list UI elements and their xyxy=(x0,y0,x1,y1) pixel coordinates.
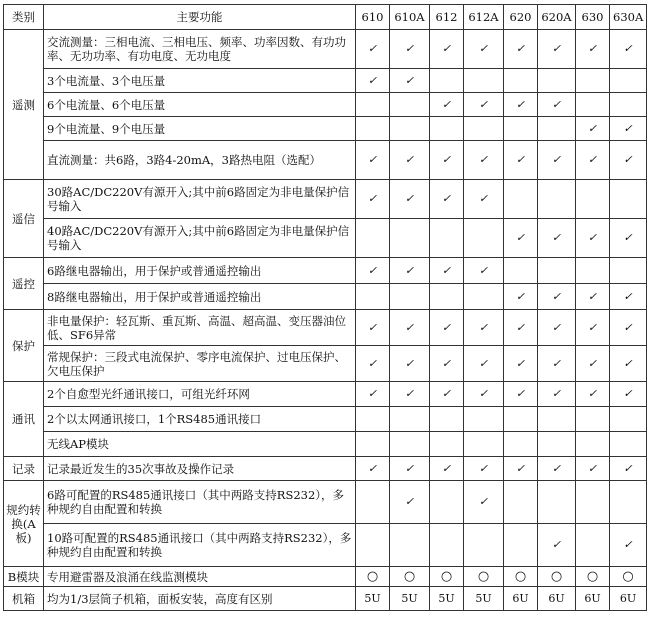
empty-cell xyxy=(538,407,576,432)
check-mark-icon: ✓ xyxy=(610,310,647,346)
empty-cell xyxy=(356,407,390,432)
function-cell: 直流测量：共6路，3路4-20mA，3路热电阻（选配） xyxy=(44,141,356,180)
check-mark-icon: ✓ xyxy=(356,457,390,481)
empty-cell xyxy=(504,69,538,93)
header-model: 612 xyxy=(430,5,464,30)
check-mark-icon: ✓ xyxy=(610,382,647,407)
function-cell: 6个电流量、6个电压量 xyxy=(44,93,356,117)
check-mark-icon: ✓ xyxy=(504,284,538,310)
empty-cell xyxy=(576,481,610,524)
category-cell: 遥信 xyxy=(4,180,44,258)
function-cell: 2个自愈型光纤通讯接口，可组光纤环网 xyxy=(44,382,356,407)
function-cell: 记录最近发生的35次事故及操作记录 xyxy=(44,457,356,481)
check-mark-icon: ✓ xyxy=(504,219,538,258)
table-row xyxy=(4,284,647,310)
function-cell: 40路AC/DC220V有源开入;其中前6路固定为非电量保护信号输入 xyxy=(44,219,356,258)
check-mark-icon: ✓ xyxy=(356,258,390,284)
chassis-height-cell: 5U xyxy=(464,587,504,611)
category-cell: 保护 xyxy=(4,310,44,382)
chassis-height-cell: 6U xyxy=(610,587,647,611)
header-model: 612A xyxy=(464,5,504,30)
table-row xyxy=(4,93,647,117)
circle-mark-icon: ○ xyxy=(464,567,504,587)
check-mark-icon: ✓ xyxy=(464,141,504,180)
empty-cell xyxy=(610,93,647,117)
empty-cell xyxy=(464,69,504,93)
check-mark-icon: ✓ xyxy=(356,346,390,382)
check-mark-icon: ✓ xyxy=(464,382,504,407)
check-mark-icon: ✓ xyxy=(356,69,390,93)
circle-mark-icon: ○ xyxy=(538,567,576,587)
function-cell: 8路继电器输出，用于保护或普通遥控输出 xyxy=(44,284,356,310)
header-model: 630 xyxy=(576,5,610,30)
check-mark-icon: ✓ xyxy=(538,524,576,567)
check-mark-icon: ✓ xyxy=(464,457,504,481)
check-mark-icon: ✓ xyxy=(430,141,464,180)
category-cell: 遥测 xyxy=(4,30,44,180)
circle-mark-icon: ○ xyxy=(610,567,647,587)
function-cell: 10路可配置的RS485通讯接口（其中两路支持RS232），多种规约自由配置和转换 xyxy=(44,524,356,567)
check-mark-icon: ✓ xyxy=(576,219,610,258)
empty-cell xyxy=(356,219,390,258)
chassis-height-cell: 5U xyxy=(430,587,464,611)
table-row xyxy=(4,524,647,567)
check-mark-icon: ✓ xyxy=(538,141,576,180)
empty-cell xyxy=(464,407,504,432)
check-mark-icon: ✓ xyxy=(390,382,430,407)
empty-cell xyxy=(576,432,610,457)
table-row xyxy=(4,180,647,219)
empty-cell xyxy=(356,524,390,567)
empty-cell xyxy=(390,284,430,310)
check-mark-icon: ✓ xyxy=(464,310,504,346)
check-mark-icon: ✓ xyxy=(538,219,576,258)
check-mark-icon: ✓ xyxy=(538,284,576,310)
empty-cell xyxy=(390,432,430,457)
check-mark-icon: ✓ xyxy=(610,117,647,141)
check-mark-icon: ✓ xyxy=(464,481,504,524)
check-mark-icon: ✓ xyxy=(390,180,430,219)
function-cell: 3个电流量、3个电压量 xyxy=(44,69,356,93)
check-mark-icon: ✓ xyxy=(390,69,430,93)
empty-cell xyxy=(504,432,538,457)
empty-cell xyxy=(430,117,464,141)
check-mark-icon: ✓ xyxy=(504,93,538,117)
chassis-height-cell: 6U xyxy=(504,587,538,611)
circle-mark-icon: ○ xyxy=(356,567,390,587)
function-cell: 6路继电器输出，用于保护或普通遥控输出 xyxy=(44,258,356,284)
empty-cell xyxy=(610,258,647,284)
check-mark-icon: ✓ xyxy=(464,346,504,382)
empty-cell xyxy=(610,407,647,432)
check-mark-icon: ✓ xyxy=(390,258,430,284)
empty-cell xyxy=(430,219,464,258)
table-row xyxy=(4,457,647,481)
empty-cell xyxy=(538,117,576,141)
table-row xyxy=(4,432,647,457)
function-cell: 非电量保护：轻瓦斯、重瓦斯、高温、超高温、变压器油位低、SF6异常 xyxy=(44,310,356,346)
empty-cell xyxy=(464,117,504,141)
empty-cell xyxy=(576,407,610,432)
empty-cell xyxy=(390,524,430,567)
check-mark-icon: ✓ xyxy=(538,30,576,69)
circle-mark-icon: ○ xyxy=(504,567,538,587)
check-mark-icon: ✓ xyxy=(610,141,647,180)
check-mark-icon: ✓ xyxy=(610,524,647,567)
function-cell: 均为1/3层筒子机箱，面板安装，高度有区别 xyxy=(44,587,356,611)
header-model: 620 xyxy=(504,5,538,30)
empty-cell xyxy=(610,180,647,219)
empty-cell xyxy=(576,93,610,117)
check-mark-icon: ✓ xyxy=(356,382,390,407)
table-row xyxy=(4,407,647,432)
check-mark-icon: ✓ xyxy=(390,346,430,382)
empty-cell xyxy=(610,432,647,457)
check-mark-icon: ✓ xyxy=(504,346,538,382)
circle-mark-icon: ○ xyxy=(430,567,464,587)
check-mark-icon: ✓ xyxy=(610,457,647,481)
check-mark-icon: ✓ xyxy=(390,141,430,180)
check-mark-icon: ✓ xyxy=(504,310,538,346)
table-row xyxy=(4,141,647,180)
check-mark-icon: ✓ xyxy=(576,346,610,382)
function-cell: 专用避雷器及浪涌在线监测模块 xyxy=(44,567,356,587)
check-mark-icon: ✓ xyxy=(504,457,538,481)
empty-cell xyxy=(464,284,504,310)
empty-cell xyxy=(576,258,610,284)
empty-cell xyxy=(390,117,430,141)
check-mark-icon: ✓ xyxy=(610,30,647,69)
check-mark-icon: ✓ xyxy=(390,310,430,346)
check-mark-icon: ✓ xyxy=(538,310,576,346)
table-row xyxy=(4,258,647,284)
empty-cell xyxy=(390,93,430,117)
check-mark-icon: ✓ xyxy=(464,258,504,284)
empty-cell xyxy=(430,69,464,93)
header-model: 620A xyxy=(538,5,576,30)
check-mark-icon: ✓ xyxy=(538,457,576,481)
empty-cell xyxy=(538,432,576,457)
check-mark-icon: ✓ xyxy=(356,141,390,180)
function-cell: 30路AC/DC220V有源开入;其中前6路固定为非电量保护信号输入 xyxy=(44,180,356,219)
check-mark-icon: ✓ xyxy=(610,219,647,258)
check-mark-icon: ✓ xyxy=(576,382,610,407)
check-mark-icon: ✓ xyxy=(464,93,504,117)
empty-cell xyxy=(430,481,464,524)
chassis-height-cell: 5U xyxy=(390,587,430,611)
table-row xyxy=(4,117,647,141)
check-mark-icon: ✓ xyxy=(538,346,576,382)
empty-cell xyxy=(610,481,647,524)
check-mark-icon: ✓ xyxy=(430,457,464,481)
empty-cell xyxy=(504,258,538,284)
empty-cell xyxy=(356,481,390,524)
check-mark-icon: ✓ xyxy=(430,258,464,284)
empty-cell xyxy=(504,180,538,219)
empty-cell xyxy=(430,432,464,457)
header-model: 610 xyxy=(356,5,390,30)
circle-mark-icon: ○ xyxy=(576,567,610,587)
chassis-height-cell: 6U xyxy=(576,587,610,611)
empty-cell xyxy=(576,524,610,567)
empty-cell xyxy=(504,524,538,567)
empty-cell xyxy=(504,407,538,432)
empty-cell xyxy=(576,180,610,219)
check-mark-icon: ✓ xyxy=(576,284,610,310)
table-row xyxy=(4,481,647,524)
empty-cell xyxy=(390,219,430,258)
check-mark-icon: ✓ xyxy=(430,382,464,407)
function-cell: 6路可配置的RS485通讯接口（其中两路支持RS232），多种规约自由配置和转换 xyxy=(44,481,356,524)
empty-cell xyxy=(356,117,390,141)
table-row xyxy=(4,587,647,611)
empty-cell xyxy=(430,524,464,567)
empty-cell xyxy=(356,432,390,457)
category-cell: B模块 xyxy=(4,567,44,587)
empty-cell xyxy=(504,481,538,524)
category-cell: 机箱 xyxy=(4,587,44,611)
empty-cell xyxy=(610,69,647,93)
table-row xyxy=(4,310,647,346)
check-mark-icon: ✓ xyxy=(464,30,504,69)
circle-mark-icon: ○ xyxy=(390,567,430,587)
header-function: 主要功能 xyxy=(44,5,356,30)
empty-cell xyxy=(356,93,390,117)
chassis-height-cell: 5U xyxy=(356,587,390,611)
check-mark-icon: ✓ xyxy=(356,310,390,346)
check-mark-icon: ✓ xyxy=(390,481,430,524)
table-row xyxy=(4,567,647,587)
empty-cell xyxy=(538,69,576,93)
chassis-height-cell: 6U xyxy=(538,587,576,611)
feature-matrix-table xyxy=(3,4,647,611)
check-mark-icon: ✓ xyxy=(610,284,647,310)
check-mark-icon: ✓ xyxy=(610,346,647,382)
function-cell: 常规保护：三段式电流保护、零序电流保护、过电压保护、欠电压保护 xyxy=(44,346,356,382)
check-mark-icon: ✓ xyxy=(576,141,610,180)
check-mark-icon: ✓ xyxy=(356,30,390,69)
category-cell: 通讯 xyxy=(4,382,44,457)
check-mark-icon: ✓ xyxy=(504,382,538,407)
check-mark-icon: ✓ xyxy=(464,180,504,219)
header-category: 类别 xyxy=(4,5,44,30)
empty-cell xyxy=(464,219,504,258)
header-row xyxy=(4,5,647,30)
table-row xyxy=(4,346,647,382)
check-mark-icon: ✓ xyxy=(430,30,464,69)
function-cell: 无线AP模块 xyxy=(44,432,356,457)
check-mark-icon: ✓ xyxy=(576,457,610,481)
table-row xyxy=(4,30,647,69)
empty-cell xyxy=(430,407,464,432)
empty-cell xyxy=(576,69,610,93)
category-cell: 遥控 xyxy=(4,258,44,310)
header-model: 630A xyxy=(610,5,647,30)
check-mark-icon: ✓ xyxy=(576,30,610,69)
check-mark-icon: ✓ xyxy=(390,457,430,481)
category-cell: 记录 xyxy=(4,457,44,481)
check-mark-icon: ✓ xyxy=(576,117,610,141)
table-row xyxy=(4,69,647,93)
empty-cell xyxy=(538,180,576,219)
check-mark-icon: ✓ xyxy=(390,30,430,69)
empty-cell xyxy=(390,407,430,432)
empty-cell xyxy=(504,117,538,141)
check-mark-icon: ✓ xyxy=(430,93,464,117)
empty-cell xyxy=(464,524,504,567)
category-cell: 规约转换(A板) xyxy=(4,481,44,567)
check-mark-icon: ✓ xyxy=(576,310,610,346)
check-mark-icon: ✓ xyxy=(430,310,464,346)
function-cell: 2个以太网通讯接口，1个RS485通讯接口 xyxy=(44,407,356,432)
empty-cell xyxy=(538,481,576,524)
empty-cell xyxy=(430,284,464,310)
check-mark-icon: ✓ xyxy=(538,382,576,407)
check-mark-icon: ✓ xyxy=(538,93,576,117)
function-cell: 9个电流量、9个电压量 xyxy=(44,117,356,141)
check-mark-icon: ✓ xyxy=(430,346,464,382)
empty-cell xyxy=(464,432,504,457)
empty-cell xyxy=(356,284,390,310)
check-mark-icon: ✓ xyxy=(356,180,390,219)
check-mark-icon: ✓ xyxy=(504,141,538,180)
header-model: 610A xyxy=(390,5,430,30)
check-mark-icon: ✓ xyxy=(504,30,538,69)
check-mark-icon: ✓ xyxy=(430,180,464,219)
table-row xyxy=(4,219,647,258)
function-cell: 交流测量：三相电流、三相电压、频率、功率因数、有功功率、无功功率、有功电度、无功电度 xyxy=(44,30,356,69)
table-row xyxy=(4,382,647,407)
empty-cell xyxy=(538,258,576,284)
